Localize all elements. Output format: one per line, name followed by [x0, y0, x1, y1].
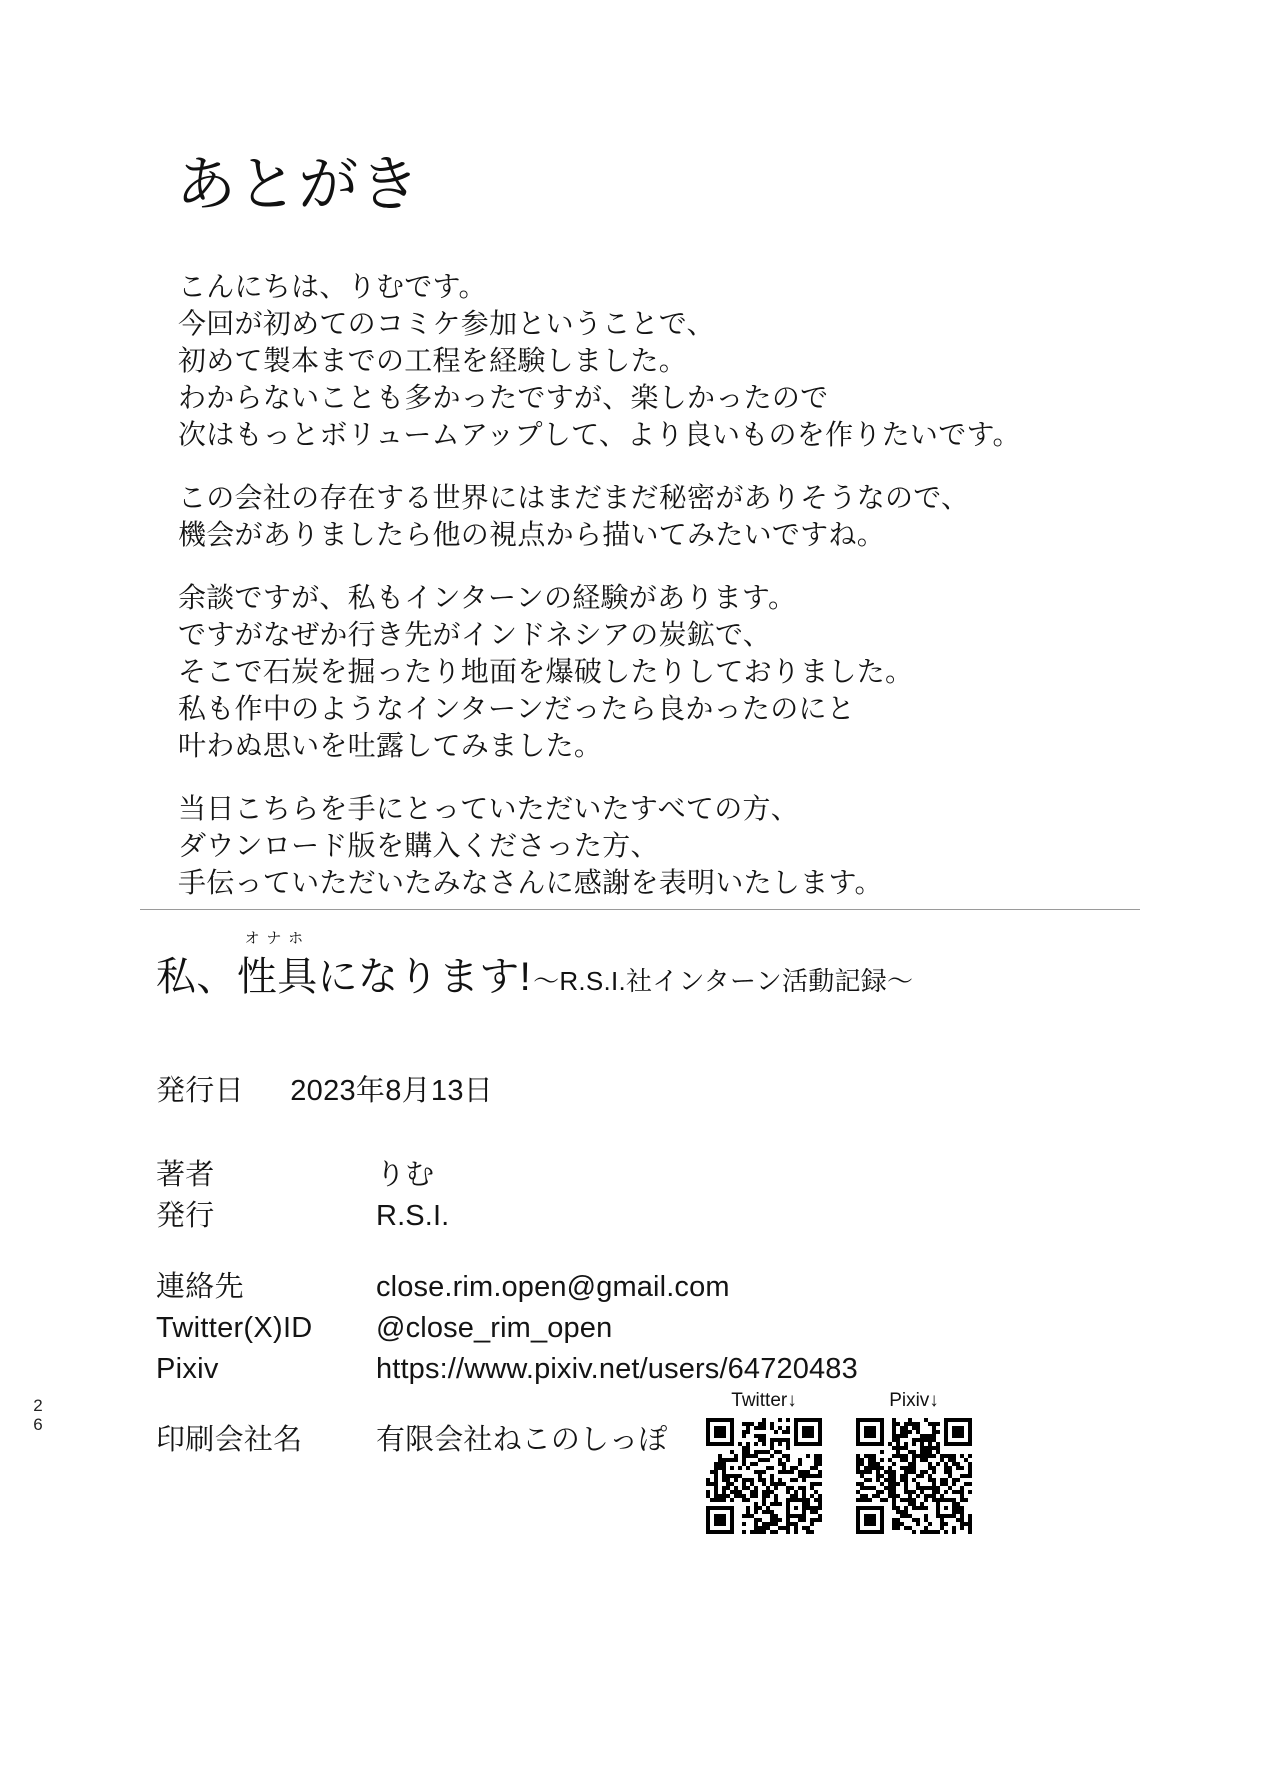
afterword-line: そこで石炭を掘ったり地面を爆破したりしておりました。	[178, 656, 914, 687]
book-title	[156, 930, 914, 999]
qr-block-pixiv	[856, 1390, 972, 1539]
qr-caption-twitter: Twitter↓	[731, 1390, 797, 1411]
colophon-value-twitter: @close_rim_open	[376, 1312, 613, 1344]
colophon-value-author: りむ	[376, 1159, 435, 1191]
book-title-ruby-group	[236, 930, 318, 999]
page-number	[28, 1396, 48, 1434]
colophon-label-author: 著者	[156, 1159, 215, 1191]
afterword-line: こんにちは、りむです。	[178, 271, 487, 302]
page-number-digit-1: 2	[33, 1396, 43, 1415]
colophon-group-author	[156, 1155, 858, 1237]
afterword-line: 私も作中のようなインターンだったら良かったのにと	[178, 693, 856, 724]
afterword-line: 今回が初めてのコミケ参加ということで、	[178, 308, 715, 339]
colophon-row-author	[156, 1155, 858, 1196]
colophon-label-pixiv: Pixiv	[156, 1353, 219, 1385]
colophon-value-contact-email: close.rim.open@gmail.com	[376, 1271, 730, 1303]
afterword-heading: あとがき	[176, 151, 421, 218]
afterword-line: 次はもっとボリュームアップして、より良いものを作りたいです。	[178, 419, 1021, 450]
publication-date-value: 2023年8月13日	[290, 1075, 494, 1107]
colophon-label-twitter: Twitter(X)ID	[156, 1312, 313, 1344]
section-divider	[140, 909, 1140, 910]
colophon-group-contact	[156, 1267, 858, 1390]
colophon-row-printer	[156, 1420, 667, 1461]
qr-block-twitter	[706, 1390, 822, 1539]
book-title-ruby: オナホ	[244, 930, 310, 947]
colophon-row-pixiv	[156, 1349, 858, 1390]
publication-date-label: 発行日	[156, 1075, 244, 1107]
publication-date-row	[156, 1068, 493, 1109]
afterword-line: 手伝っていただいたみなさんに感謝を表明いたします。	[178, 867, 883, 898]
afterword-line: 叶わぬ思いを吐露してみました。	[178, 730, 603, 761]
colophon-label-printer: 印刷会社名	[156, 1424, 303, 1456]
colophon-value-publisher: R.S.I.	[376, 1200, 450, 1232]
afterword-line: 機会がありましたら他の視点から描いてみたいですね。	[178, 519, 886, 550]
afterword-line: ダウンロード版を購入くださった方、	[178, 830, 659, 861]
page-number-digit-2: 6	[33, 1415, 43, 1434]
afterword-line: 初めて製本までの工程を経験しました。	[178, 345, 688, 376]
afterword-line: 余談ですが、私もインターンの経験があります。	[178, 582, 797, 613]
afterword-line: わからないことも多かったですが、楽しかったので	[178, 382, 829, 413]
book-subtitle: 〜R.S.I.社インターン活動記録〜	[533, 966, 914, 996]
book-title-part1: 私、	[156, 955, 237, 999]
colophon-info-table	[156, 1155, 858, 1390]
colophon-row-publisher	[156, 1196, 858, 1237]
afterword-line: この会社の存在する世界にはまだまだ秘密がありそうなので、	[178, 482, 970, 513]
qr-caption-pixiv: Pixiv↓	[889, 1390, 939, 1411]
colophon-label-publisher: 発行	[156, 1200, 215, 1232]
colophon-row-twitter	[156, 1308, 858, 1349]
colophon-row-contact	[156, 1267, 858, 1308]
afterword-paragraph	[178, 790, 1138, 901]
colophon-value-printer: 有限会社ねこのしっぽ	[376, 1424, 668, 1456]
afterword-line: ですがなぜか行き先がインドネシアの炭鉱で、	[178, 619, 772, 650]
afterword-body	[178, 268, 1138, 901]
afterword-line: 当日こちらを手にとっていただいたすべての方、	[178, 793, 800, 824]
book-title-part2: になります!	[317, 955, 532, 999]
afterword-paragraph	[178, 268, 1138, 453]
qr-code-pixiv-icon[interactable]	[856, 1418, 972, 1534]
colophon-value-pixiv-url: https://www.pixiv.net/users/64720483	[376, 1353, 858, 1385]
book-title-ruby-base: 性具	[236, 955, 318, 999]
afterword-paragraph	[178, 579, 1138, 764]
qr-code-twitter-icon[interactable]	[706, 1418, 822, 1534]
afterword-paragraph	[178, 479, 1138, 553]
colophon-label-contact: 連絡先	[156, 1271, 244, 1303]
